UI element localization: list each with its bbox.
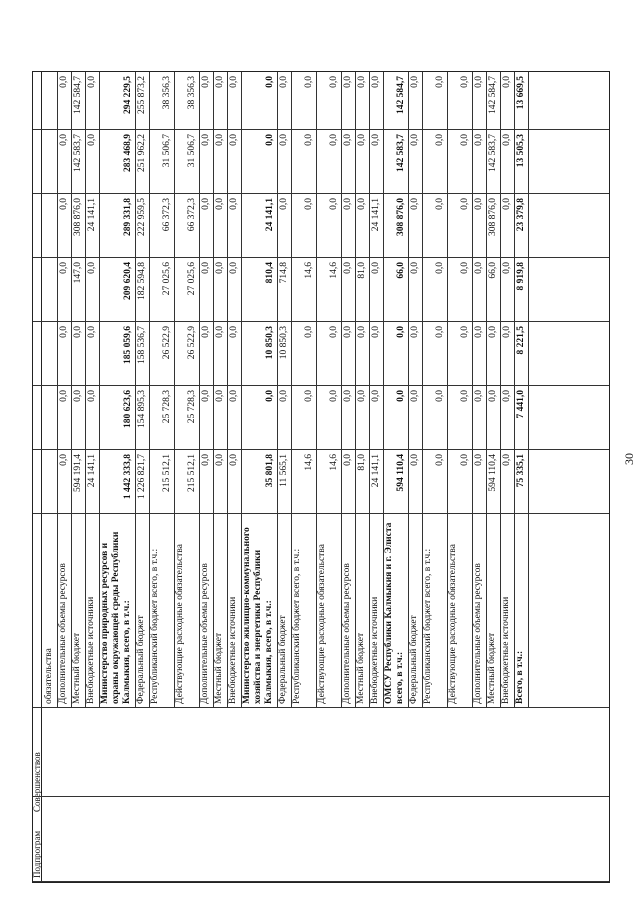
row-label: Действующие расходные обязательства <box>317 544 327 704</box>
page-number: 30 <box>622 453 636 465</box>
value-cell: 0,0 <box>502 326 512 338</box>
value-cell: 11 565,1 <box>279 454 289 487</box>
row-label: Внебюджетные источники <box>501 596 511 704</box>
value-cell: 0,0 <box>279 390 289 402</box>
value-cell: 142 583,7 <box>396 134 406 172</box>
value-cell: 0,0 <box>265 76 275 88</box>
value-cell: 0,0 <box>460 454 470 466</box>
value-cell: 255 873,2 <box>137 76 147 114</box>
value-cell: 0,0 <box>279 134 289 146</box>
left-header-improvement: Совершенствов <box>32 752 42 812</box>
value-cell: 209 620,4 <box>123 262 133 300</box>
value-cell: 26 522,9 <box>162 326 172 360</box>
value-cell: 215 512,1 <box>162 454 172 492</box>
value-cell: 38 356,3 <box>187 76 197 110</box>
value-cell: 0,0 <box>357 198 367 210</box>
value-cell: 27 025,6 <box>187 262 197 296</box>
value-cell: 0,0 <box>201 390 211 402</box>
row-label: Федеральный бюджет <box>409 615 419 704</box>
value-cell: 185 059,6 <box>123 326 133 364</box>
value-cell: 0,0 <box>229 198 239 210</box>
row-label: Действующие расходные обязательства <box>448 544 458 704</box>
row-label: Федеральный бюджет <box>136 615 146 704</box>
value-cell: 308 876,0 <box>73 198 83 236</box>
value-cell: 0,0 <box>371 326 381 338</box>
value-cell: 0,0 <box>329 76 339 88</box>
row-label: Всего, в т.ч.: <box>515 650 525 704</box>
row-label: Министерство жилищно-коммунального хозяйства и энергетики Республики Калмыкия, всего, в т.ч.: <box>242 527 274 704</box>
value-column-divider <box>33 129 609 130</box>
value-cell: 0,0 <box>229 390 239 402</box>
row-label: Местный бюджет <box>214 632 224 704</box>
value-cell: 0,0 <box>201 134 211 146</box>
value-cell: 0,0 <box>87 262 97 274</box>
value-cell: 0,0 <box>474 390 484 402</box>
value-cell: 222 959,5 <box>137 198 147 236</box>
value-cell: 0,0 <box>474 326 484 338</box>
value-cell: 0,0 <box>343 326 353 338</box>
value-cell: 0,0 <box>435 262 445 274</box>
value-column-divider <box>33 257 609 258</box>
value-cell: 0,0 <box>201 198 211 210</box>
value-cell: 81,0 <box>357 454 367 471</box>
value-cell: 0,0 <box>410 198 420 210</box>
value-cell: 14,6 <box>304 262 314 279</box>
value-cell: 147,0 <box>73 262 83 284</box>
value-cell: 0,0 <box>474 454 484 466</box>
value-cell: 0,0 <box>435 198 445 210</box>
value-cell: 14,6 <box>329 262 339 279</box>
value-cell: 0,0 <box>304 198 314 210</box>
value-cell: 142 583,7 <box>488 134 498 172</box>
value-cell: 0,0 <box>87 76 97 88</box>
value-column-divider <box>33 385 609 386</box>
value-cell: 0,0 <box>329 326 339 338</box>
left-column-divider <box>33 796 609 797</box>
value-cell: 0,0 <box>73 390 83 402</box>
value-cell: 0,0 <box>229 262 239 274</box>
value-cell: 308 876,0 <box>396 198 406 236</box>
value-column-divider <box>33 193 609 194</box>
value-cell: 0,0 <box>265 390 275 402</box>
value-cell: 14,6 <box>304 454 314 471</box>
value-cell: 0,0 <box>59 262 69 274</box>
value-cell: 154 895,3 <box>137 390 147 428</box>
row-label: Дополнительные объемы ресурсов <box>200 563 210 704</box>
value-cell: 0,0 <box>265 134 275 146</box>
value-cell: 0,0 <box>343 76 353 88</box>
row-label: Министерство природных ресурсов и охраны окружающей среды Республики Калмыкия, всего, в т.ч.: <box>100 531 132 704</box>
value-cell: 0,0 <box>59 390 69 402</box>
value-column-divider <box>33 321 609 322</box>
value-cell: 0,0 <box>87 390 97 402</box>
value-cell: 0,0 <box>371 76 381 88</box>
value-cell: 13 505,3 <box>516 134 526 168</box>
value-cell: 0,0 <box>410 454 420 466</box>
value-cell: 714,8 <box>279 262 289 284</box>
value-cell: 0,0 <box>502 134 512 146</box>
value-cell: 182 594,8 <box>137 262 147 300</box>
value-cell: 0,0 <box>357 326 367 338</box>
value-column-divider <box>33 513 609 514</box>
value-cell: 0,0 <box>371 262 381 274</box>
value-cell: 0,0 <box>357 390 367 402</box>
value-cell: 0,0 <box>435 326 445 338</box>
value-cell: 0,0 <box>343 454 353 466</box>
value-cell: 0,0 <box>371 134 381 146</box>
value-cell: 594 110,4 <box>396 454 406 492</box>
value-cell: 0,0 <box>410 262 420 274</box>
value-cell: 0,0 <box>201 454 211 466</box>
value-cell: 0,0 <box>73 326 83 338</box>
value-cell: 0,0 <box>460 134 470 146</box>
value-cell: 0,0 <box>502 198 512 210</box>
value-cell: 66 372,3 <box>162 198 172 232</box>
value-cell: 13 669,5 <box>516 76 526 110</box>
row-label: Местный бюджет <box>487 632 497 704</box>
value-cell: 0,0 <box>229 454 239 466</box>
value-cell: 38 356,3 <box>162 76 172 110</box>
value-cell: 142 584,7 <box>488 76 498 114</box>
row-label: Внебюджетные источники <box>86 596 96 704</box>
row-label: Республиканский бюджет всего, в т.ч.: <box>292 548 302 704</box>
value-cell: 0,0 <box>502 76 512 88</box>
row-label: Местный бюджет <box>356 632 366 704</box>
value-cell: 0,0 <box>343 390 353 402</box>
value-cell: 0,0 <box>87 134 97 146</box>
row-label: Действующие расходные обязательства <box>175 544 185 704</box>
row-label: Республиканский бюджет всего, в т.ч.: <box>423 548 433 704</box>
label-column-divider <box>33 707 609 708</box>
value-cell: 8 919,8 <box>516 262 526 291</box>
value-cell: 0,0 <box>215 76 225 88</box>
value-cell: 0,0 <box>215 262 225 274</box>
budget-table <box>32 71 610 883</box>
value-cell: 26 522,9 <box>187 326 197 360</box>
value-cell: 0,0 <box>304 326 314 338</box>
row-label: Внебюджетные источники <box>228 596 238 704</box>
value-cell: 0,0 <box>201 326 211 338</box>
value-cell: 24 141,1 <box>265 198 275 232</box>
value-cell: 0,0 <box>474 134 484 146</box>
value-cell: 0,0 <box>279 76 289 88</box>
value-cell: 0,0 <box>410 134 420 146</box>
value-cell: 0,0 <box>502 454 512 466</box>
value-cell: 10 850,3 <box>265 326 275 360</box>
value-cell: 294 229,5 <box>123 76 133 114</box>
value-cell: 0,0 <box>329 198 339 210</box>
value-cell: 0,0 <box>460 390 470 402</box>
value-cell: 0,0 <box>410 326 420 338</box>
row-label: ОМСУ Республики Калмыкия и г. Элиста всего, в т.ч.: <box>384 522 405 704</box>
value-cell: 66 372,3 <box>187 198 197 232</box>
value-cell: 0,0 <box>488 326 498 338</box>
value-cell: 8 221,5 <box>516 326 526 355</box>
value-cell: 0,0 <box>215 454 225 466</box>
row-label: Дополнительные объемы ресурсов <box>58 563 68 704</box>
row-label: Федеральный бюджет <box>278 615 288 704</box>
value-cell: 81,0 <box>357 262 367 279</box>
value-cell: 27 025,6 <box>162 262 172 296</box>
value-cell: 0,0 <box>343 262 353 274</box>
value-cell: 0,0 <box>474 198 484 210</box>
value-cell: 0,0 <box>304 390 314 402</box>
value-cell: 1 226 821,7 <box>137 454 147 500</box>
row-label: Дополнительные объемы ресурсов <box>473 563 483 704</box>
value-cell: 25 728,3 <box>187 390 197 424</box>
value-cell: 0,0 <box>410 76 420 88</box>
value-cell: 142 584,7 <box>396 76 406 114</box>
value-cell: 0,0 <box>59 454 69 466</box>
value-cell: 35 801,8 <box>265 454 275 488</box>
value-cell: 0,0 <box>87 326 97 338</box>
value-cell: 24 141,1 <box>87 198 97 232</box>
value-cell: 14,6 <box>329 454 339 471</box>
value-cell: 0,0 <box>396 390 406 402</box>
value-cell: 0,0 <box>460 76 470 88</box>
value-cell: 0,0 <box>343 134 353 146</box>
row-divider <box>528 72 529 708</box>
value-cell: 0,0 <box>343 198 353 210</box>
value-cell: 0,0 <box>59 134 69 146</box>
value-column-divider <box>33 449 609 450</box>
value-cell: 66,0 <box>396 262 406 279</box>
row-label: Дополнительные объемы ресурсов <box>342 563 352 704</box>
value-cell: 0,0 <box>460 262 470 274</box>
value-cell: 0,0 <box>201 76 211 88</box>
value-cell: 0,0 <box>304 134 314 146</box>
value-cell: 31 506,7 <box>187 134 197 168</box>
value-cell: 0,0 <box>357 76 367 88</box>
value-cell: 158 536,7 <box>137 326 147 364</box>
value-cell: 0,0 <box>502 390 512 402</box>
value-cell: 0,0 <box>357 134 367 146</box>
value-cell: 0,0 <box>59 198 69 210</box>
value-cell: 0,0 <box>279 198 289 210</box>
value-cell: 0,0 <box>474 262 484 274</box>
value-cell: 10 850,3 <box>279 326 289 360</box>
row-label: Республиканский бюджет всего, в т.ч.: <box>150 548 160 704</box>
value-cell: 283 468,9 <box>123 134 133 172</box>
value-cell: 810,4 <box>265 262 275 284</box>
value-cell: 0,0 <box>329 390 339 402</box>
value-cell: 0,0 <box>396 326 406 338</box>
value-cell: 0,0 <box>201 262 211 274</box>
value-cell: 0,0 <box>460 198 470 210</box>
value-cell: 23 379,8 <box>516 198 526 232</box>
value-cell: 0,0 <box>329 134 339 146</box>
value-cell: 0,0 <box>410 390 420 402</box>
value-cell: 0,0 <box>460 326 470 338</box>
value-cell: 142 584,7 <box>73 76 83 114</box>
value-cell: 0,0 <box>59 326 69 338</box>
row-label: обязательства <box>44 648 54 704</box>
value-cell: 0,0 <box>371 390 381 402</box>
value-cell: 0,0 <box>435 76 445 88</box>
value-cell: 251 962,2 <box>137 134 147 172</box>
value-cell: 24 141,1 <box>87 454 97 488</box>
value-cell: 0,0 <box>304 76 314 88</box>
value-cell: 0,0 <box>488 390 498 402</box>
value-cell: 142 583,7 <box>73 134 83 172</box>
value-cell: 0,0 <box>435 134 445 146</box>
value-cell: 289 331,8 <box>123 198 133 236</box>
value-cell: 24 141,1 <box>371 198 381 232</box>
value-cell: 0,0 <box>474 76 484 88</box>
value-cell: 25 728,3 <box>162 390 172 424</box>
value-cell: 0,0 <box>435 454 445 466</box>
value-cell: 0,0 <box>229 326 239 338</box>
left-column-divider <box>33 881 609 882</box>
value-cell: 0,0 <box>215 134 225 146</box>
value-cell: 308 876,0 <box>488 198 498 236</box>
value-cell: 0,0 <box>215 326 225 338</box>
value-cell: 1 442 333,8 <box>123 454 133 500</box>
value-cell: 0,0 <box>435 390 445 402</box>
row-label: Местный бюджет <box>72 632 82 704</box>
value-cell: 215 512,1 <box>187 454 197 492</box>
value-cell: 0,0 <box>59 76 69 88</box>
value-cell: 66,0 <box>488 262 498 279</box>
value-cell: 24 141,1 <box>371 454 381 488</box>
value-cell: 7 441,0 <box>516 390 526 419</box>
value-cell: 594 110,4 <box>488 454 498 492</box>
value-cell: 0,0 <box>215 390 225 402</box>
value-cell: 75 335,1 <box>516 454 526 488</box>
left-header-program: Подпрограм <box>32 830 42 878</box>
value-cell: 0,0 <box>215 198 225 210</box>
value-cell: 0,0 <box>229 76 239 88</box>
value-cell: 0,0 <box>502 262 512 274</box>
value-cell: 31 506,7 <box>162 134 172 168</box>
row-label: Внебюджетные источники <box>370 596 380 704</box>
value-cell: 180 623,6 <box>123 390 133 428</box>
value-cell: 594 191,4 <box>73 454 83 492</box>
value-cell: 0,0 <box>229 134 239 146</box>
